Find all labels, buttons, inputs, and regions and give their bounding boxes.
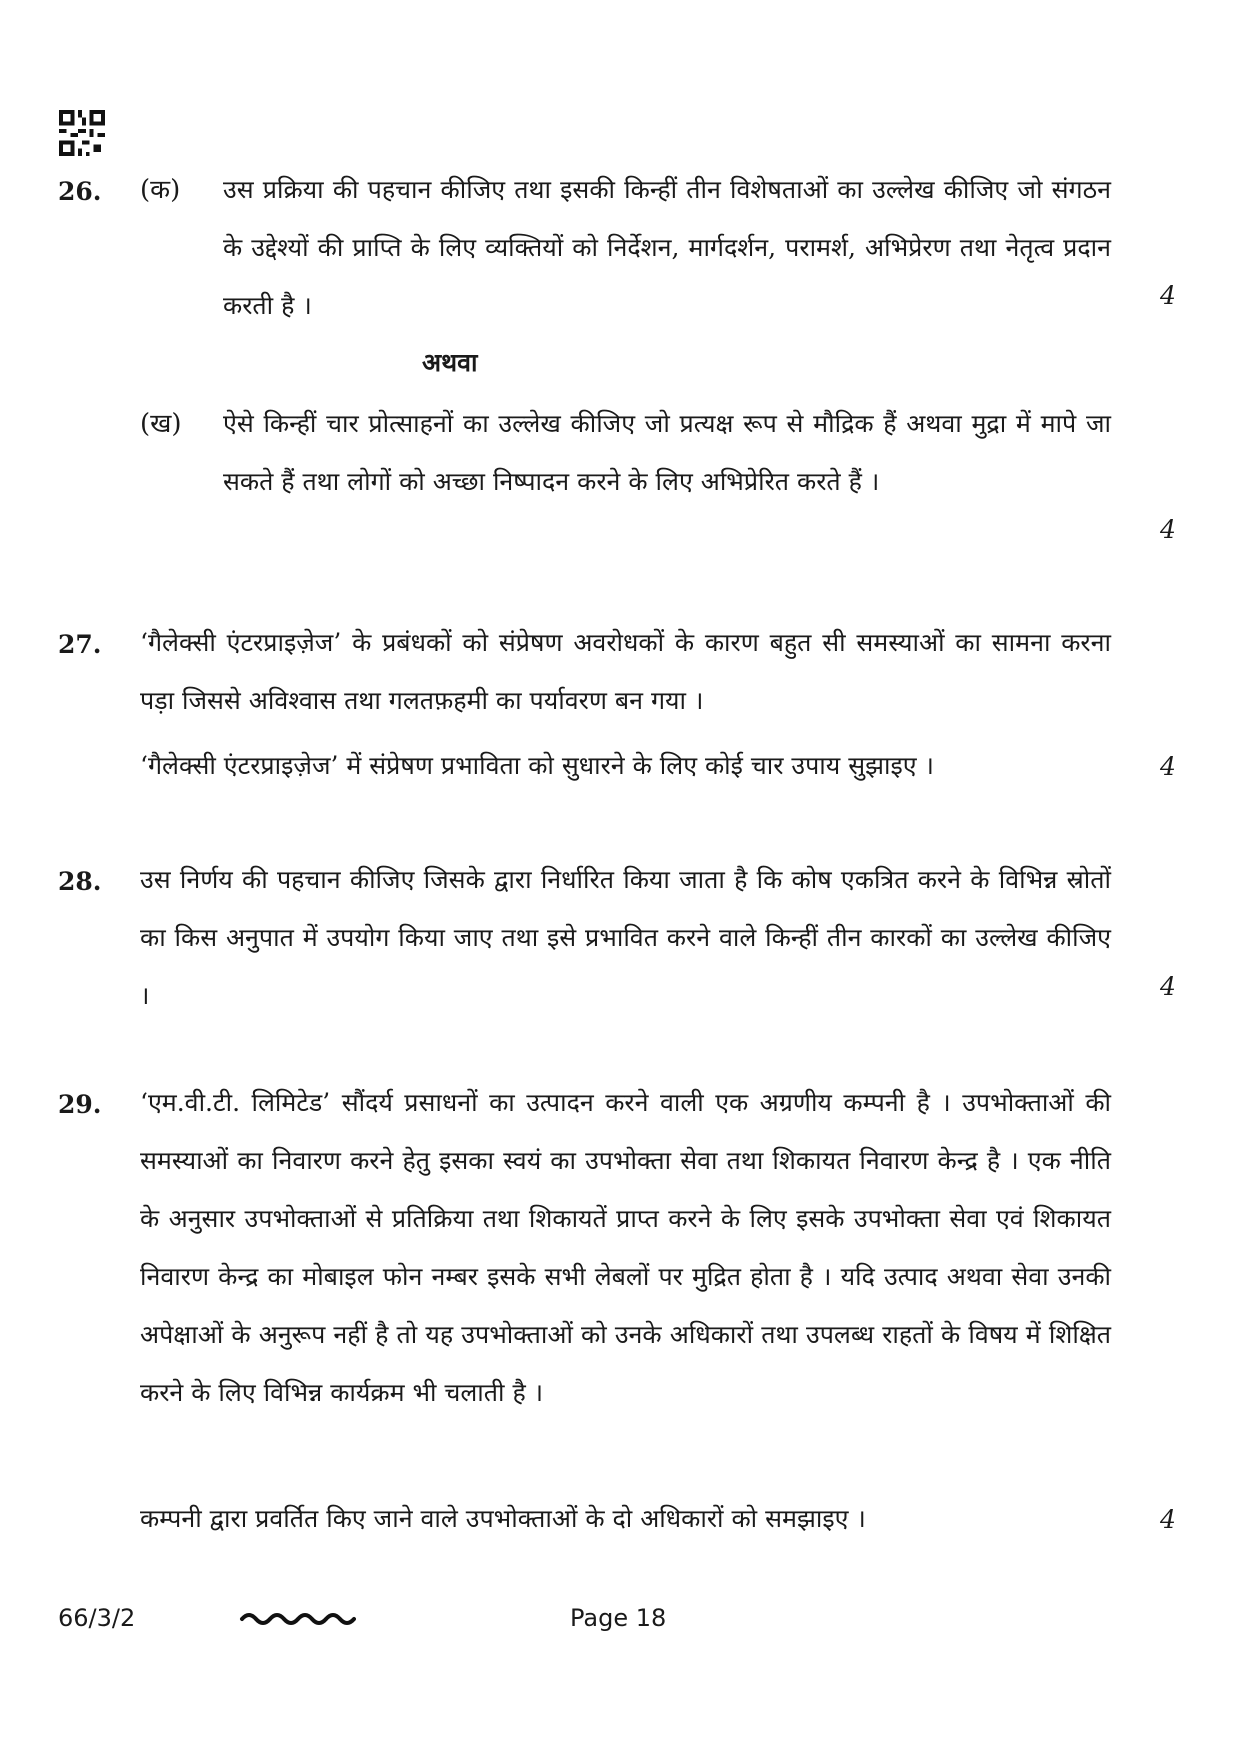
q26-part-b-marks: 4 (1160, 515, 1176, 544)
q26-part-a-label: (क) (140, 175, 181, 205)
q29-question: कम्पनी द्वारा प्रवर्तित किए जाने वाले उपभोक्ताओं के दो अधिकारों को समझाइए । (140, 1504, 866, 1533)
q28-marks: 4 (1160, 972, 1176, 1001)
q27-marks: 4 (1160, 752, 1176, 781)
q29-marks: 4 (1160, 1505, 1176, 1534)
question-number-29: 29. (58, 1090, 102, 1119)
qr-code-icon (58, 110, 106, 156)
q26-part-a-text: उस प्रक्रिया की पहचान कीजिए तथा इसकी किन्हीं तीन विशेषताओं का उल्लेख कीजिए जो संगठन के उद्देश्यों की प्राप्ति के लिए व्यक्तियों को निर्देशन, मार्गदर्शन, परामर्श, अभिप्रेरण तथा नेतृत्व प्रदान करती है । (223, 175, 1111, 320)
question-number-26: 26. (58, 177, 102, 206)
tilde-ornament-icon (238, 1604, 356, 1630)
paper-code: 66/3/2 (58, 1604, 136, 1632)
page-number: Page 18 (570, 1604, 667, 1632)
q26-part-b-label: (ख) (140, 409, 182, 439)
or-separator: अथवा (422, 348, 478, 377)
q28-text: उस निर्णय की पहचान कीजिए जिसके द्वारा निर्धारित किया जाता है कि कोष एकत्रित करने के विभिन्न स्रोतों का किस अनुपात में उपयोग किया जाए तथा इसे प्रभावित करने वाले किन्हीं तीन कारकों का उल्लेख कीजिए । (140, 865, 1111, 1010)
question-number-28: 28. (58, 867, 102, 896)
q27-text: ‘गैलेक्सी एंटरप्राइज़ेज’ के प्रबंधकों को संप्रेषण अवरोधकों के कारण बहुत सी समस्याओं का सामना करना पड़ा जिससे अविश्वास तथा गलतफ़हमी का पर्यावरण बन गया । (140, 628, 1111, 715)
q26-part-b-text: ऐसे किन्हीं चार प्रोत्साहनों का उल्लेख कीजिए जो प्रत्यक्ष रूप से मौद्रिक हैं अथवा मुद्रा में मापे जा सकते हैं तथा लोगों को अच्छा निष्पादन करने के लिए अभिप्रेरित करते हैं । (223, 409, 1111, 496)
q26-part-a-marks: 4 (1160, 281, 1176, 310)
question-number-27: 27. (58, 630, 102, 659)
q27-question: ‘गैलेक्सी एंटरप्राइज़ेज’ में संप्रेषण प्रभाविता को सुधारने के लिए कोई चार उपाय सुझाइए । (140, 751, 935, 780)
q29-text: ‘एम.वी.टी. लिमिटेड’ सौंदर्य प्रसाधनों का उत्पादन करने वाली एक अग्रणीय कम्पनी है । उपभोक्ताओं की समस्याओं का निवारण करने हेतु इसका स्वयं का उपभोक्ता सेवा तथा शिकायत निवारण केन्द्र है । एक नीति के अनुसार उपभोक्ताओं से प्रतिक्रिया तथा शिकायतें प्राप्त करने के लिए इसके उपभोक्ता सेवा एवं शिकायत निवारण केन्द्र का मोबाइल फोन नम्बर इसके सभी लेबलों पर मुद्रित होता है । यदि उत्पाद अथवा सेवा उनकी अपेक्षाओं के अनुरूप नहीं है तो यह उपभोक्ताओं को उनके अधिकारों तथा उपलब्ध राहतों के विषय में शिक्षित करने के लिए विभिन्न कार्यक्रम भी चलाती है । (140, 1088, 1111, 1407)
